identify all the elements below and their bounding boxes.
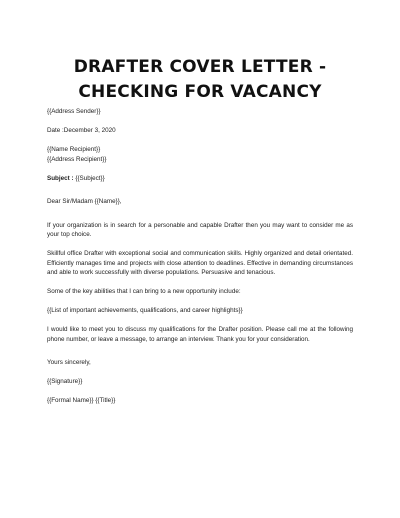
formal-name: {{Formal Name}} {{Title}} (47, 397, 116, 404)
subject-label: Subject : (47, 174, 74, 182)
salutation: Dear Sir/Madam {{Name}}, (47, 198, 122, 205)
paragraph-intro: If your organization is in search for a personable and capable Drafter then you may want to consider me as your top choice. (47, 221, 353, 238)
name-recipient: {{Name Recipient}} (47, 146, 101, 153)
paragraph-abilities: Some of the key abilities that I can bring to a new opportunity include: (47, 288, 241, 295)
paragraph-skills: Skillful office Drafter with exceptional social and communication skills. Highly organized and detail orientated. Efficiently manages time and projects with close attention to deadlines. Effective in demanding circumstances and able to work successfully with diverse populations. Persuasive and tenacious. (47, 250, 353, 276)
address-recipient: {{Address Recipient}} (47, 155, 107, 163)
subject-value: {{Subject}} (73, 174, 105, 182)
address-sender: {{Address Sender}} (47, 108, 101, 115)
paragraph-achievements: {{List of important achievements, qualifications, and career highlights}} (47, 307, 243, 314)
closing: Yours sincerely, (47, 359, 91, 366)
letter-body (47, 107, 353, 406)
signature: {{Signature}} (47, 378, 83, 385)
subject-line (47, 174, 353, 184)
letter-title: DRAFTER COVER LETTER - CHECKING FOR VACANCY (73, 57, 327, 102)
letter-date: Date :December 3, 2020 (47, 127, 116, 134)
paragraph-meeting: I would like to meet you to discuss my qualifications for the Drafter position. Please call me at the following phone number, or leave a message, to arrange an interview. Thank you for your consideration. (47, 326, 353, 343)
